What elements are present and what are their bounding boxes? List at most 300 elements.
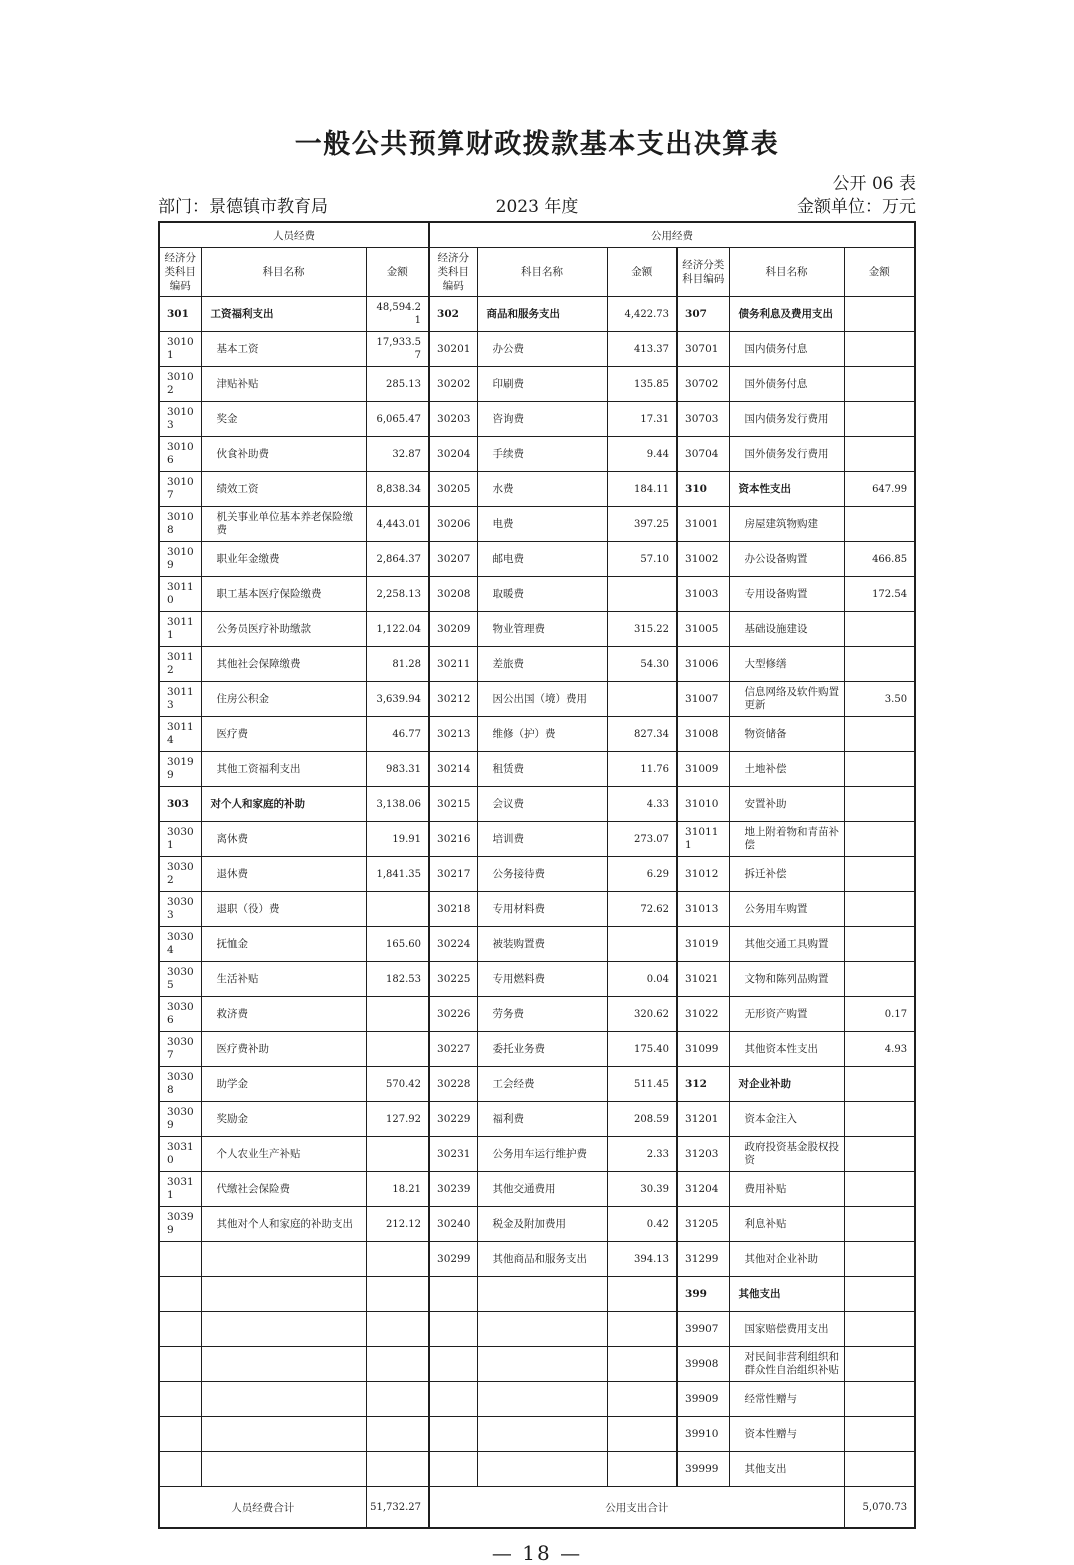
column-header-row: [159, 248, 915, 297]
subject-name-cell: 委托业务费: [477, 1032, 607, 1067]
code-cell: 30214: [429, 752, 477, 787]
code-cell: [429, 1382, 477, 1417]
amount-cell: [607, 682, 677, 717]
personnel-total-label: 人员经费合计: [159, 1487, 366, 1529]
code-cell: 30703: [677, 402, 729, 437]
code-cell: 31013: [677, 892, 729, 927]
amount-cell: [607, 1312, 677, 1347]
code-cell: 30399: [159, 1207, 201, 1242]
code-cell: 30227: [429, 1032, 477, 1067]
code-cell: 30302: [159, 857, 201, 892]
code-cell: [159, 1382, 201, 1417]
amount-cell: [844, 1102, 915, 1137]
table-row: [159, 787, 915, 822]
subject-name-cell: 救济费: [201, 997, 366, 1032]
table-row: [159, 612, 915, 647]
subject-name-cell: 退职（役）费: [201, 892, 366, 927]
amount-cell: [844, 647, 915, 682]
amount-cell: 17.31: [607, 402, 677, 437]
code-cell: 30112: [159, 647, 201, 682]
table-row: [159, 1277, 915, 1312]
code-cell: 30228: [429, 1067, 477, 1102]
subject-name-cell: 专用燃料费: [477, 962, 607, 997]
amount-cell: [366, 892, 429, 927]
column-header-code-1: 经济分类科目编码: [159, 248, 201, 297]
code-cell: 31009: [677, 752, 729, 787]
table-row: [159, 402, 915, 437]
subject-name-cell: 其他社会保障缴费: [201, 647, 366, 682]
code-cell: 302: [429, 297, 477, 332]
subject-name-cell: 国家赔偿费用支出: [729, 1312, 844, 1347]
subject-name-cell: [477, 1312, 607, 1347]
subject-name-cell: 其他交通费用: [477, 1172, 607, 1207]
budget-table: [158, 221, 916, 1529]
code-cell: 39908: [677, 1347, 729, 1382]
amount-cell: 6.29: [607, 857, 677, 892]
code-cell: [429, 1277, 477, 1312]
subject-name-cell: 国内债务发行费用: [729, 402, 844, 437]
amount-cell: [844, 1242, 915, 1277]
amount-cell: 647.99: [844, 472, 915, 507]
amount-cell: [607, 1382, 677, 1417]
amount-cell: [844, 297, 915, 332]
amount-cell: 397.25: [607, 507, 677, 542]
subject-name-cell: 土地补偿: [729, 752, 844, 787]
subject-name-cell: 专用设备购置: [729, 577, 844, 612]
amount-cell: 0.17: [844, 997, 915, 1032]
code-cell: 30310: [159, 1137, 201, 1172]
personnel-total-amount: 51,732.27: [366, 1487, 429, 1529]
amount-cell: [366, 1277, 429, 1312]
amount-cell: [844, 1137, 915, 1172]
code-cell: 31204: [677, 1172, 729, 1207]
code-cell: 39910: [677, 1417, 729, 1452]
table-row: [159, 1137, 915, 1172]
column-header-name-3: 科目名称: [729, 248, 844, 297]
code-cell: 30218: [429, 892, 477, 927]
table-row: [159, 1347, 915, 1382]
subject-name-cell: 国外债务发行费用: [729, 437, 844, 472]
code-cell: 312: [677, 1067, 729, 1102]
code-cell: 30202: [429, 367, 477, 402]
code-cell: 30103: [159, 402, 201, 437]
page-title: 一般公共预算财政拨款基本支出决算表: [294, 129, 780, 160]
amount-cell: 2,864.37: [366, 542, 429, 577]
subject-name-cell: 无形资产购置: [729, 997, 844, 1032]
amount-cell: 315.22: [607, 612, 677, 647]
amount-cell: [844, 857, 915, 892]
amount-cell: 48,594.21: [366, 297, 429, 332]
amount-cell: 273.07: [607, 822, 677, 857]
amount-cell: 0.04: [607, 962, 677, 997]
amount-cell: 11.76: [607, 752, 677, 787]
amount-cell: [844, 1277, 915, 1312]
amount-cell: [844, 1382, 915, 1417]
amount-cell: [366, 1417, 429, 1452]
code-cell: 30301: [159, 822, 201, 857]
amount-cell: [844, 1207, 915, 1242]
subject-name-cell: 代缴社会保险费: [201, 1172, 366, 1207]
amount-cell: 3.50: [844, 682, 915, 717]
public-total-label: 公用支出合计: [429, 1487, 844, 1529]
code-cell: 30111: [159, 612, 201, 647]
amount-cell: 165.60: [366, 927, 429, 962]
subject-name-cell: 医疗费补助: [201, 1032, 366, 1067]
subject-name-cell: 经常性赠与: [729, 1382, 844, 1417]
amount-cell: [844, 962, 915, 997]
code-cell: 30206: [429, 507, 477, 542]
amount-cell: [607, 1452, 677, 1487]
column-header-name-2: 科目名称: [477, 248, 607, 297]
code-cell: 31002: [677, 542, 729, 577]
code-cell: 30113: [159, 682, 201, 717]
table-row: [159, 1312, 915, 1347]
subject-name-cell: 职业年金缴费: [201, 542, 366, 577]
code-cell: 30306: [159, 997, 201, 1032]
department-label: 部门：景德镇市教育局: [158, 197, 328, 217]
table-row: [159, 542, 915, 577]
subject-name-cell: [477, 1382, 607, 1417]
amount-cell: [844, 437, 915, 472]
table-row: [159, 927, 915, 962]
subject-name-cell: 公务用车购置: [729, 892, 844, 927]
amount-cell: [366, 1137, 429, 1172]
amount-cell: 2,258.13: [366, 577, 429, 612]
code-cell: 31019: [677, 927, 729, 962]
code-cell: 30209: [429, 612, 477, 647]
code-cell: 31010: [677, 787, 729, 822]
subject-name-cell: 会议费: [477, 787, 607, 822]
code-cell: 31205: [677, 1207, 729, 1242]
amount-cell: 8,838.34: [366, 472, 429, 507]
table-row: [159, 577, 915, 612]
table-row: [159, 297, 915, 332]
amount-cell: [844, 717, 915, 752]
code-cell: 30110: [159, 577, 201, 612]
table-row: [159, 367, 915, 402]
code-cell: [159, 1242, 201, 1277]
amount-cell: [844, 367, 915, 402]
subject-name-cell: 咨询费: [477, 402, 607, 437]
table-row: [159, 997, 915, 1032]
amount-cell: 127.92: [366, 1102, 429, 1137]
subject-name-cell: 水费: [477, 472, 607, 507]
code-cell: 30299: [429, 1242, 477, 1277]
amount-cell: [844, 1417, 915, 1452]
subject-name-cell: [201, 1382, 366, 1417]
code-cell: 30212: [429, 682, 477, 717]
code-cell: 31203: [677, 1137, 729, 1172]
code-cell: 31012: [677, 857, 729, 892]
subject-name-cell: [201, 1417, 366, 1452]
code-cell: 31001: [677, 507, 729, 542]
amount-cell: [366, 1452, 429, 1487]
amount-cell: [844, 332, 915, 367]
subject-name-cell: 机关事业单位基本养老保险缴费: [201, 507, 366, 542]
amount-cell: 320.62: [607, 997, 677, 1032]
code-cell: 30308: [159, 1067, 201, 1102]
code-cell: 303: [159, 787, 201, 822]
code-cell: 31006: [677, 647, 729, 682]
amount-cell: 6,065.47: [366, 402, 429, 437]
subject-name-cell: 其他对企业补助: [729, 1242, 844, 1277]
public-funds-group-header: 公用经费: [429, 222, 915, 248]
table-row: [159, 332, 915, 367]
amount-cell: 32.87: [366, 437, 429, 472]
subject-name-cell: 基本工资: [201, 332, 366, 367]
subject-name-cell: 物资储备: [729, 717, 844, 752]
subject-name-cell: 资本性支出: [729, 472, 844, 507]
table-code-label: 公开 06 表: [832, 174, 916, 194]
subject-name-cell: 办公设备购置: [729, 542, 844, 577]
amount-cell: 570.42: [366, 1067, 429, 1102]
amount-cell: 3,138.06: [366, 787, 429, 822]
subject-name-cell: 因公出国（境）费用: [477, 682, 607, 717]
subject-name-cell: 福利费: [477, 1102, 607, 1137]
amount-cell: [844, 1452, 915, 1487]
subject-name-cell: 生活补贴: [201, 962, 366, 997]
subject-name-cell: 费用补贴: [729, 1172, 844, 1207]
subject-name-cell: 国内债务付息: [729, 332, 844, 367]
subject-name-cell: 离休费: [201, 822, 366, 857]
subject-name-cell: 其他工资福利支出: [201, 752, 366, 787]
personnel-funds-group-header: 人员经费: [159, 222, 429, 248]
subject-name-cell: 伙食补助费: [201, 437, 366, 472]
table-body: [159, 297, 915, 1487]
code-cell: 30239: [429, 1172, 477, 1207]
amount-cell: [607, 927, 677, 962]
amount-cell: [366, 1382, 429, 1417]
amount-cell: 4,443.01: [366, 507, 429, 542]
code-cell: 30101: [159, 332, 201, 367]
amount-cell: 9.44: [607, 437, 677, 472]
amount-cell: 81.28: [366, 647, 429, 682]
code-cell: 30701: [677, 332, 729, 367]
code-cell: 30304: [159, 927, 201, 962]
code-cell: 30303: [159, 892, 201, 927]
subject-name-cell: 其他商品和服务支出: [477, 1242, 607, 1277]
subject-name-cell: 资本金注入: [729, 1102, 844, 1137]
column-header-amount-3: 金额: [844, 248, 915, 297]
code-cell: 30201: [429, 332, 477, 367]
amount-cell: 46.77: [366, 717, 429, 752]
subject-name-cell: 劳务费: [477, 997, 607, 1032]
code-cell: 31007: [677, 682, 729, 717]
code-cell: 31201: [677, 1102, 729, 1137]
column-header-code-2: 经济分类科目编码: [429, 248, 477, 297]
subject-name-cell: 被装购置费: [477, 927, 607, 962]
code-cell: 30309: [159, 1102, 201, 1137]
amount-cell: 17,933.57: [366, 332, 429, 367]
subject-name-cell: 公务用车运行维护费: [477, 1137, 607, 1172]
table-row: [159, 752, 915, 787]
code-cell: 30217: [429, 857, 477, 892]
amount-cell: [844, 787, 915, 822]
code-cell: 30114: [159, 717, 201, 752]
subject-name-cell: 其他资本性支出: [729, 1032, 844, 1067]
subject-name-cell: 安置补助: [729, 787, 844, 822]
amount-cell: 182.53: [366, 962, 429, 997]
amount-cell: [844, 1312, 915, 1347]
amount-cell: [844, 1347, 915, 1382]
code-cell: 30205: [429, 472, 477, 507]
amount-cell: 394.13: [607, 1242, 677, 1277]
code-cell: 30215: [429, 787, 477, 822]
group-header-row: [159, 222, 915, 248]
amount-cell: 4.33: [607, 787, 677, 822]
code-cell: 307: [677, 297, 729, 332]
code-cell: 30106: [159, 437, 201, 472]
amount-cell: 413.37: [607, 332, 677, 367]
amount-cell: [607, 1417, 677, 1452]
totals-row: [159, 1487, 915, 1529]
subject-name-cell: 津贴补贴: [201, 367, 366, 402]
subject-name-cell: 公务接待费: [477, 857, 607, 892]
code-cell: 30229: [429, 1102, 477, 1137]
subject-name-cell: 政府投资基金股权投资: [729, 1137, 844, 1172]
subject-name-cell: 维修（护）费: [477, 717, 607, 752]
code-cell: 30307: [159, 1032, 201, 1067]
amount-cell: 3,639.94: [366, 682, 429, 717]
amount-cell: [844, 612, 915, 647]
code-cell: 31021: [677, 962, 729, 997]
code-cell: 39907: [677, 1312, 729, 1347]
table-row: [159, 472, 915, 507]
table-row: [159, 892, 915, 927]
amount-cell: [366, 1312, 429, 1347]
table-row: [159, 1452, 915, 1487]
code-cell: 30704: [677, 437, 729, 472]
amount-cell: [844, 927, 915, 962]
amount-cell: [366, 1242, 429, 1277]
code-cell: 31008: [677, 717, 729, 752]
amount-cell: 285.13: [366, 367, 429, 402]
code-cell: 30225: [429, 962, 477, 997]
amount-cell: [844, 892, 915, 927]
amount-cell: 2.33: [607, 1137, 677, 1172]
amount-cell: 184.11: [607, 472, 677, 507]
subject-name-cell: 个人农业生产补贴: [201, 1137, 366, 1172]
subject-name-cell: 房屋建筑物购建: [729, 507, 844, 542]
code-cell: 30240: [429, 1207, 477, 1242]
code-cell: 30199: [159, 752, 201, 787]
code-cell: [159, 1277, 201, 1312]
table-row: [159, 437, 915, 472]
subject-name-cell: 工资福利支出: [201, 297, 366, 332]
subject-name-cell: 其他对个人和家庭的补助支出: [201, 1207, 366, 1242]
amount-cell: [607, 577, 677, 612]
amount-cell: [844, 822, 915, 857]
subject-name-cell: 拆迁补偿: [729, 857, 844, 892]
document-page: [158, 0, 916, 1565]
table-row: [159, 822, 915, 857]
amount-cell: 212.12: [366, 1207, 429, 1242]
subject-name-cell: 商品和服务支出: [477, 297, 607, 332]
amount-cell: 54.30: [607, 647, 677, 682]
code-cell: 30231: [429, 1137, 477, 1172]
subject-name-cell: 基础设施建设: [729, 612, 844, 647]
subject-name-cell: 国外债务付息: [729, 367, 844, 402]
code-cell: [159, 1312, 201, 1347]
amount-cell: [844, 1067, 915, 1102]
code-cell: 30216: [429, 822, 477, 857]
year-label: 2023 年度: [495, 197, 579, 217]
meta-row: [158, 196, 916, 218]
column-header-code-3: 经济分类科目编码: [677, 248, 729, 297]
amount-cell: 175.40: [607, 1032, 677, 1067]
table-row: [159, 962, 915, 997]
amount-cell: 511.45: [607, 1067, 677, 1102]
subject-name-cell: 租赁费: [477, 752, 607, 787]
column-header-name-1: 科目名称: [201, 248, 366, 297]
table-row: [159, 682, 915, 717]
code-cell: 39999: [677, 1452, 729, 1487]
code-cell: 31099: [677, 1032, 729, 1067]
page-number: — 18 —: [491, 1541, 583, 1565]
subject-name-cell: 医疗费: [201, 717, 366, 752]
code-cell: 30311: [159, 1172, 201, 1207]
amount-cell: 1,841.35: [366, 857, 429, 892]
subject-name-cell: 公务员医疗补助缴款: [201, 612, 366, 647]
subject-name-cell: 地上附着物和青苗补偿: [729, 822, 844, 857]
code-cell: 30702: [677, 367, 729, 402]
code-cell: 30108: [159, 507, 201, 542]
amount-cell: [366, 1347, 429, 1382]
subject-name-cell: 对民间非营利组织和群众性自治组织补贴: [729, 1347, 844, 1382]
unit-label: 金额单位：万元: [797, 197, 916, 217]
table-row: [159, 647, 915, 682]
amount-cell: 135.85: [607, 367, 677, 402]
amount-cell: [607, 1277, 677, 1312]
amount-cell: 19.91: [366, 822, 429, 857]
code-cell: 310: [677, 472, 729, 507]
code-cell: 30102: [159, 367, 201, 402]
subject-name-cell: [201, 1452, 366, 1487]
code-cell: 30203: [429, 402, 477, 437]
amount-cell: 18.21: [366, 1172, 429, 1207]
subject-name-cell: 取暖费: [477, 577, 607, 612]
subject-name-cell: 差旅费: [477, 647, 607, 682]
subject-name-cell: 其他交通工具购置: [729, 927, 844, 962]
amount-cell: 983.31: [366, 752, 429, 787]
table-row: [159, 857, 915, 892]
amount-cell: 72.62: [607, 892, 677, 927]
code-cell: 30107: [159, 472, 201, 507]
code-cell: [429, 1312, 477, 1347]
code-cell: 30224: [429, 927, 477, 962]
subject-name-cell: 邮电费: [477, 542, 607, 577]
code-cell: [159, 1417, 201, 1452]
table-row: [159, 1067, 915, 1102]
subject-name-cell: 住房公积金: [201, 682, 366, 717]
subject-name-cell: 其他支出: [729, 1277, 844, 1312]
code-cell: 30226: [429, 997, 477, 1032]
subject-name-cell: 奖金: [201, 402, 366, 437]
code-cell: [159, 1452, 201, 1487]
subject-name-cell: 绩效工资: [201, 472, 366, 507]
code-cell: 30213: [429, 717, 477, 752]
code-cell: 30211: [429, 647, 477, 682]
subject-name-cell: 信息网络及软件购置更新: [729, 682, 844, 717]
table-row: [159, 1417, 915, 1452]
table-row: [159, 1242, 915, 1277]
amount-cell: [366, 1032, 429, 1067]
code-cell: 30208: [429, 577, 477, 612]
code-cell: 31005: [677, 612, 729, 647]
table-row: [159, 717, 915, 752]
table-row: [159, 1172, 915, 1207]
subject-name-cell: [477, 1347, 607, 1382]
